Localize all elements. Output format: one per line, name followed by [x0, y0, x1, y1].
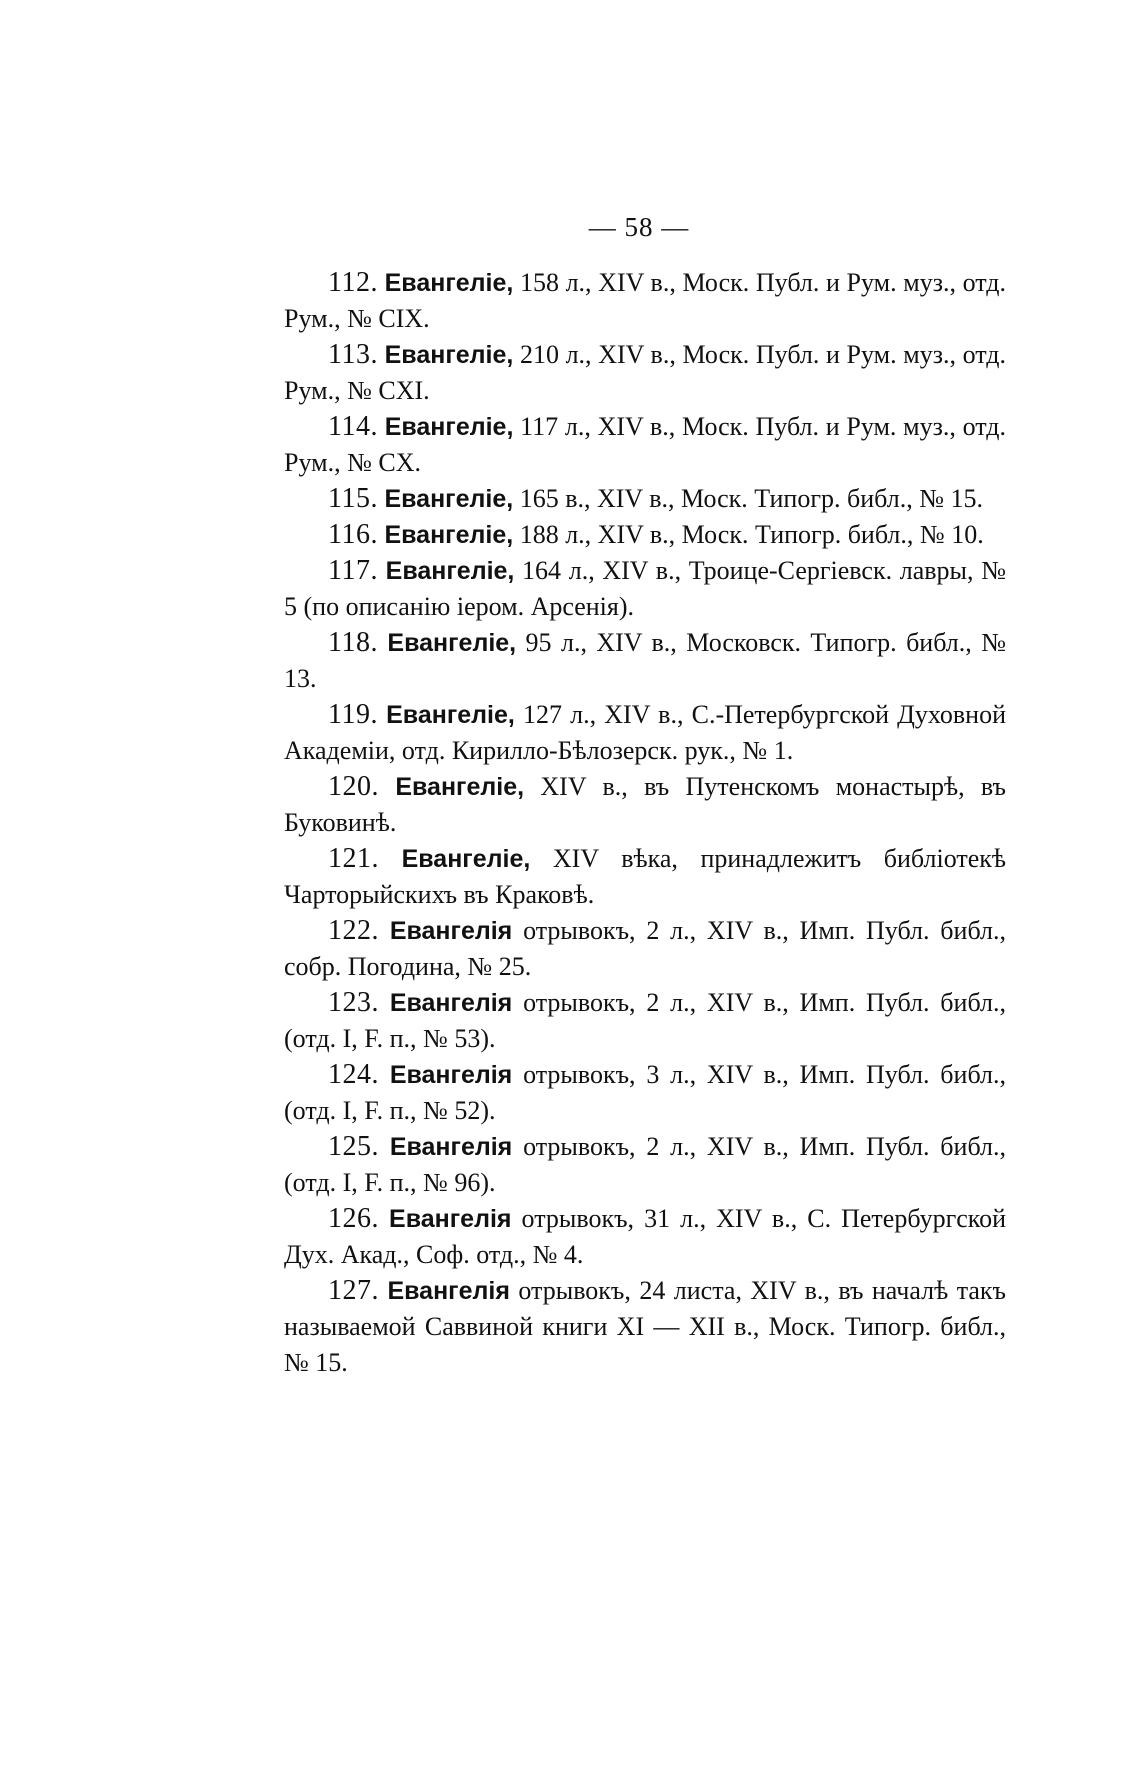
- entry-number: 125.: [328, 1131, 379, 1162]
- entry-title: Евангеліе,: [384, 413, 514, 441]
- entry-number: 124.: [328, 1059, 379, 1090]
- entry-number: 119.: [328, 699, 378, 730]
- entry-title: Евангелія: [389, 1205, 512, 1233]
- entry-title: Евангелія: [389, 1133, 513, 1161]
- entry-title: Евангеліе,: [395, 773, 525, 801]
- entry-number: 116.: [328, 519, 378, 550]
- entry-number: 117.: [328, 555, 378, 586]
- catalog-entry: [284, 769, 1006, 841]
- catalog-entry: [284, 517, 1006, 553]
- entry-title: Евангеліе,: [384, 521, 514, 549]
- catalog-entry: [284, 697, 1006, 769]
- page-number: — 58 —: [588, 212, 690, 242]
- entry-number: 118.: [328, 627, 378, 658]
- catalog-entry: [284, 985, 1006, 1057]
- entry-text: 95 л., XIV в., Московск. Типогр. библ., № 13.: [284, 628, 1007, 693]
- catalog-entry-list: [284, 265, 1006, 1381]
- entry-number: 122.: [328, 915, 379, 946]
- catalog-entry: [284, 913, 1006, 985]
- catalog-entry: [284, 1273, 1006, 1381]
- catalog-entry: [284, 1129, 1006, 1201]
- entry-text: XIV в., въ Путенскомъ монастырѣ, въ Буковинѣ.: [284, 772, 1007, 837]
- catalog-entry: [284, 625, 1006, 697]
- entry-title: Евангеліе,: [387, 629, 517, 657]
- entry-text: отрывокъ, 3 л., XIV в., Имп. Публ. библ., (отд. I, F. п., № 52).: [284, 1060, 1006, 1125]
- entry-text: 165 в., XIV в., Моск. Типогр. библ., № 15.: [513, 484, 984, 513]
- entry-title: Евангеліе,: [401, 845, 531, 873]
- entry-text: 210 л., XIV в., Моск. Публ. и Рум. муз., отд. Рум., № CXI.: [284, 340, 1007, 405]
- entry-text: 127 л., XIV в., С.-Петербургской Духовной Академіи, отд. Кирилло-Бѣлозерск. рук., № 1.: [284, 700, 1006, 765]
- entry-number: 112.: [328, 267, 378, 298]
- entry-text: отрывокъ, 24 листа, XIV в., въ началѣ такъ называемой Саввиной книги XI — XII в., Моск. Типогр. библ., № 15.: [284, 1276, 1006, 1377]
- entry-number: 121.: [328, 843, 379, 874]
- catalog-entry: [284, 1057, 1006, 1129]
- entry-title: Евангелія: [389, 989, 513, 1017]
- entry-title: Евангелія: [389, 917, 513, 945]
- entry-number: 127.: [328, 1275, 379, 1306]
- entry-number: 114.: [328, 411, 378, 442]
- catalog-entry: [284, 841, 1006, 913]
- catalog-entry: [284, 1201, 1006, 1273]
- entry-title: Евангеліе,: [384, 485, 514, 513]
- entry-number: 115.: [328, 483, 378, 514]
- entry-text: отрывокъ, 2 л., XIV в., Имп. Публ. библ., собр. Погодина, № 25.: [284, 916, 1006, 981]
- entry-text: отрывокъ, 2 л., XIV в., Имп. Публ. библ., (отд. I, F. п., № 96).: [284, 1132, 1006, 1197]
- entry-text: отрывокъ, 2 л., XIV в., Имп. Публ. библ., (отд. I, F. п., № 53).: [284, 988, 1006, 1053]
- entry-number: 123.: [328, 987, 379, 1018]
- entry-number: 120.: [328, 771, 379, 802]
- catalog-entry: [284, 553, 1006, 625]
- entry-title: Евангелія: [389, 1061, 513, 1089]
- entry-text: XIV вѣка, принадлежитъ библіотекѣ Чарторыйскихъ въ Краковѣ.: [284, 844, 1007, 909]
- entry-title: Евангелія: [387, 1277, 510, 1305]
- catalog-entry: [284, 265, 1006, 337]
- entry-text: 188 л., XIV в., Моск. Типогр. библ., № 10.: [513, 520, 984, 549]
- entry-title: Евангеліе,: [384, 341, 514, 369]
- entry-text: отрывокъ, 31 л., XIV в., С. Петербургской Дух. Акад., Соф. отд., № 4.: [284, 1204, 1007, 1269]
- entry-text: 158 л., XIV в., Моск. Публ. и Рум. муз., отд. Рум., № CIX.: [284, 268, 1007, 333]
- entry-number: 126.: [328, 1203, 379, 1234]
- entry-text: 164 л., XIV в., Троице-Сергіевск. лавры, № 5 (по описанію іером. Арсенія).: [284, 556, 1007, 621]
- entry-title: Евангеліе,: [385, 557, 515, 585]
- entry-number: 113.: [328, 339, 378, 370]
- entry-title: Евангеліе,: [386, 701, 515, 729]
- entry-text: 117 л., XIV в., Моск. Публ. и Рум. муз., отд. Рум., № CX.: [284, 412, 1006, 477]
- catalog-entry: [284, 409, 1006, 481]
- catalog-entry: [284, 481, 1006, 517]
- catalog-entry: [284, 337, 1006, 409]
- entry-title: Евангеліе,: [384, 269, 514, 297]
